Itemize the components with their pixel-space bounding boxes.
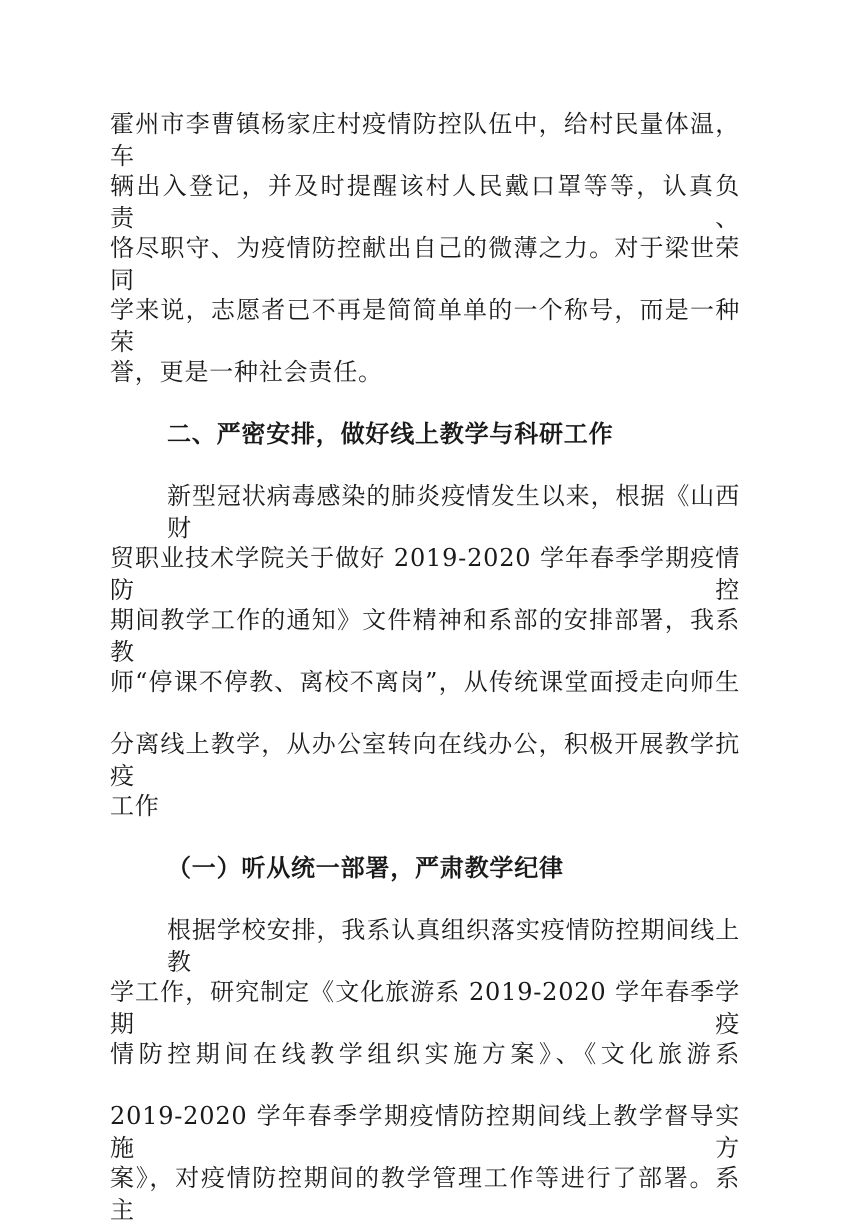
text-line: 2019-2020 学年春季学期疫情防控期间线上教学督导实施方 (110, 1102, 740, 1162)
text-line: 根据学校安排，我系认真组织落实疫情防控期间线上教 (167, 916, 740, 976)
text-line: 师“停课不停教、离校不离岗”，从传统课堂面授走向师生 (110, 668, 740, 696)
text-line: 期间教学工作的通知》文件精神和系部的安排部署，我系教 (110, 606, 740, 666)
text-line: 学来说，志愿者已不再是简简单单的一个称号，而是一种荣 (110, 296, 740, 356)
text-line: 恪尽职守、为疫情防控献出自己的微薄之力。对于梁世荣同 (110, 234, 740, 294)
text-line: 新型冠状病毒感染的肺炎疫情发生以来，根据《山西财 (167, 482, 740, 542)
text-line: 案》，对疫情防控期间的教学管理工作等进行了部署。系主 (110, 1164, 740, 1224)
text-line: 霍州市李曹镇杨家庄村疫情防控队伍中，给村民量体温，车 (110, 110, 740, 170)
text-line: 学工作，研究制定《文化旅游系 2019-2020 学年春季学期疫 (110, 978, 740, 1038)
text-line: 工作 (110, 792, 160, 820)
section-heading: 二、严密安排，做好线上教学与科研工作 (167, 420, 614, 448)
text-line: 贸职业技术学院关于做好 2019-2020 学年春季学期疫情防控 (110, 544, 740, 604)
text-line: 誉，更是一种社会责任。 (110, 358, 383, 386)
text-line: 情防控期间在线教学组织实施方案》、《文化旅游系 (110, 1040, 740, 1068)
text-line: 辆出入登记，并及时提醒该村人民戴口罩等等，认真负责、 (110, 172, 740, 232)
text-line: 分离线上教学，从办公室转向在线办公，积极开展教学抗疫 (110, 730, 740, 790)
subsection-heading: （一）听从统一部署，严肃教学纪律 (167, 854, 564, 882)
